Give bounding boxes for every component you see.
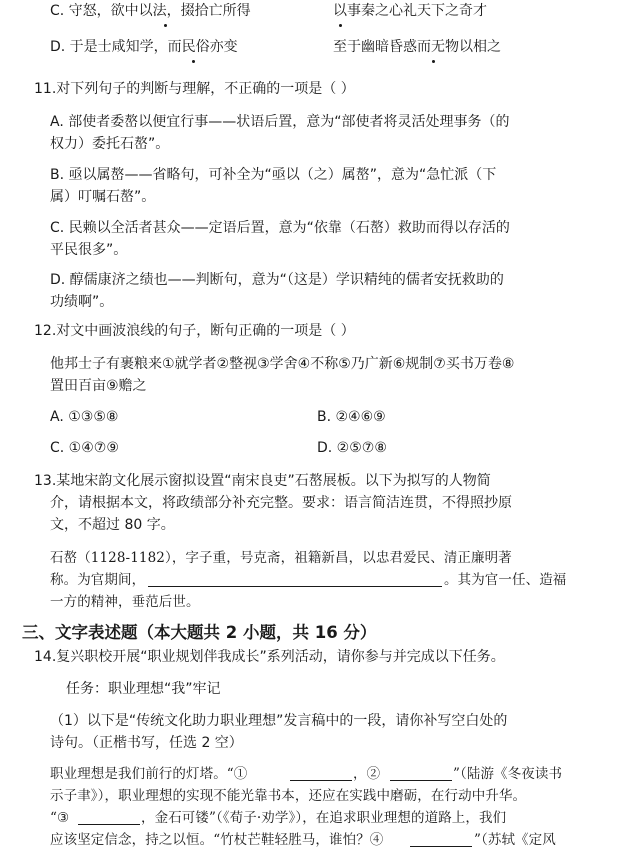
q12-sentence-line2: 置田百亩⑨赡之 [50,378,147,394]
blank-4[interactable] [410,846,472,847]
q10-option-c-right: 以事秦之心礼天下之奇才 [333,3,487,19]
q10-option-c-left: C. 守怒，欲中以法，掇拾亡所得 [50,3,251,19]
q14-stem: 14.复兴职校开展“职业规划伴我成长”系列活动，请你参与并完成以下任务。 [34,649,505,665]
q12-option-b: B. ②④⑥⑨ [317,409,386,425]
q14-passage-line3-end: ，金石可镂”（《荀子·劝学》），在追求职业理想的道路上，我们 [141,810,507,826]
q11-option-d-line2: 功绩啊”。 [50,294,114,310]
q11-option-b-line1: B. 亟以属嶅——省略句，可补全为“亟以（之）属嶅”，意为“急忙派（下 [50,167,497,183]
q14-passage-line1-mid: ，② [353,766,381,782]
q11-option-d-line1: D. 醇儒康济之绩也——判断句，意为“（这是）学识精纯的儒者安抚救助的 [50,272,504,288]
section-3-title: 三、文字表述题（本大题共 2 小题，共 16 分） [22,623,377,642]
q11-stem: 11.对下列句子的判断与理解，不正确的一项是（ ） [34,81,355,97]
q11-option-c-line2: 平民很多”。 [50,242,128,258]
blank-3[interactable] [78,824,140,825]
q14-sub1-line2: 诗句。（正楷书写，任选 2 空） [50,735,243,751]
q11-option-a-line2: 权力）委托石嶅”。 [50,136,170,152]
q11-option-c-line1: C. 民赖以全活者甚众——定语后置，意为“依靠（石嶅）救助而得以存活的 [50,220,510,236]
q14-passage-line4-start: 应该坚定信念，持之以恒。“竹杖芒鞋轻胜马，谁怕？④ [50,832,384,848]
q13-profile-line2-end: 。其为官一任、造福 [444,572,567,588]
q13-profile-line3: 一方的精神，垂范后世。 [50,594,200,610]
q13-stem-line2: 介，请根据本文，将政绩部分补充完整。要求：语言简洁连贯，不得照抄原 [50,495,512,511]
blank-2[interactable] [390,780,452,781]
q12-stem: 12.对文中画波浪线的句子，断句正确的一项是（ ） [34,323,355,339]
q14-passage-line1-start: 职业理想是我们前行的灯塔。“① [50,766,248,782]
q10-option-d-left: D. 于是士咸知学，而民俗亦变 [50,39,238,55]
q12-option-d: D. ②⑤⑦⑧ [317,440,387,456]
q11-option-a-line1: A. 部使者委嶅以便宜行事——状语后置，意为“部使者将灵活处理事务（的 [50,114,510,130]
q12-option-a: A. ①③⑤⑧ [50,409,119,425]
emphasis-dot [432,60,435,63]
q12-sentence-line1: 他邦士子有裹粮来①就学者②整视③学舍④不称⑤乃广新⑥规制⑦买书万卷⑧ [50,356,515,372]
q13-stem-line1: 13.某地宋韵文化展示窗拟设置“南宋良吏”石嶅展板。以下为拟写的人物简 [34,473,491,489]
q14-sub1-line1: （1）以下是“传统文化助力职业理想”发言稿中的一段，请你补写空白处的 [50,713,508,729]
q11-option-b-line2: 属）叮嘱石嶅”。 [50,189,156,205]
q13-profile-line2-start: 称。为官期间， [50,572,146,588]
emphasis-dot [192,60,195,63]
q12-option-c: C. ①④⑦⑨ [50,440,119,456]
q13-stem-line3: 文，不超过 80 字。 [50,517,175,533]
emphasis-dot [339,24,342,27]
q13-answer-blank[interactable] [148,586,442,587]
q14-passage-line1-end: ”（陆游《冬夜读书 [453,766,563,782]
q14-passage-line2: 示子聿》），职业理想的实现不能光靠书本，还应在实践中磨砺，在行动中升华。 [50,788,527,804]
emphasis-dot [164,24,167,27]
blank-1[interactable] [290,780,352,781]
q10-option-d-right: 至于幽暗昏惑而无物以相之 [333,39,501,55]
q13-profile-line1: 石嶅（1128-1182），字子重，号克斋，祖籍新昌，以忠君爱民、清正廉明著 [50,550,512,566]
q14-passage-line3-start: “③ [50,810,70,826]
q14-passage-line4-end: ”（苏轼《定风 [474,832,556,848]
q14-task: 任务：职业理想“我”牢记 [66,681,221,697]
